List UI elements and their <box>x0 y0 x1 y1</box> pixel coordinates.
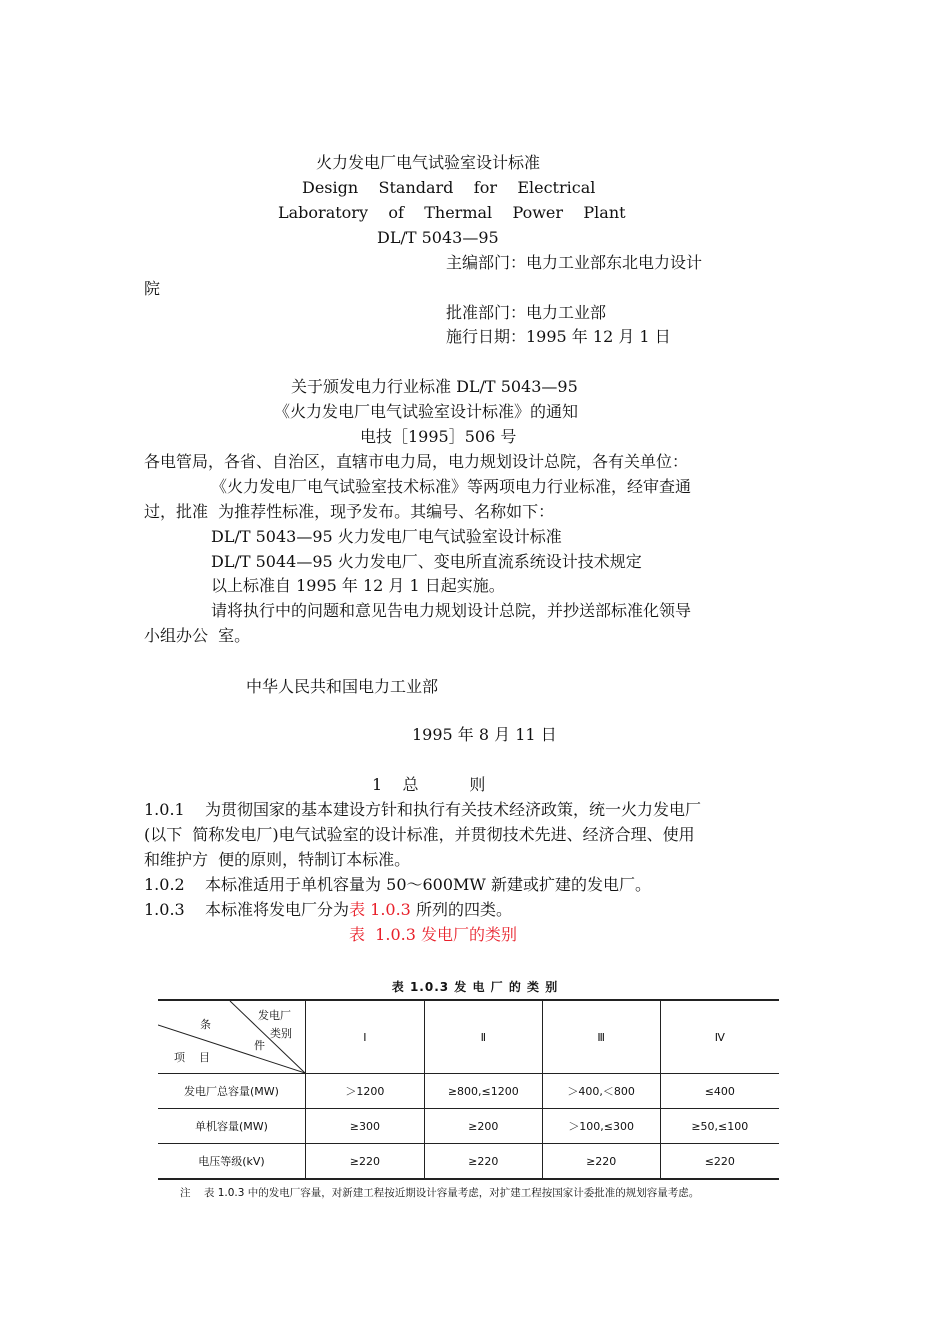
notice-standard-2: DL/T 5044—95 火力发电厂、变电所直流系统设计技术规定 <box>211 552 642 571</box>
title-en-line1: Design Standard for Electrical <box>302 178 596 197</box>
corner-label-condition-1: 条 <box>200 1018 211 1031</box>
table-cell: ≥220 <box>424 1144 542 1180</box>
notice-paragraph-1a: 《火力发电厂电气试验室技术标准》等两项电力行业标准，经审查通 <box>211 477 692 496</box>
approver-department: 批准部门：电力工业部 <box>446 303 607 322</box>
title-cn: 火力发电厂电气试验室设计标准 <box>316 153 541 172</box>
table-header-row <box>158 1000 779 1074</box>
table-row <box>158 1144 779 1180</box>
notice-effective: 以上标准自 1995 年 12 月 1 日起实施。 <box>211 576 505 595</box>
table-cell: ＞100,≤300 <box>542 1109 660 1144</box>
effective-date: 施行日期：1995 年 12 月 1 日 <box>446 327 671 346</box>
editor-department: 主编部门：电力工业部东北电力设计 <box>446 253 703 272</box>
row-label: 发电厂总容量(MW) <box>158 1074 306 1109</box>
table-corner-cell <box>158 1000 306 1074</box>
corner-label-item: 项 目 <box>174 1051 210 1064</box>
standard-code: DL/T 5043—95 <box>377 228 499 247</box>
clause-1-0-3-text: 1.0.3 本标准将发电厂分为 <box>144 900 350 919</box>
table-title-link[interactable]: 表 1.0.3 发电厂的类别 <box>349 925 517 944</box>
notice-paragraph-1b: 过，批准 为推荐性标准，现予发布。其编号、名称如下： <box>144 502 555 521</box>
notice-date: 1995 年 8 月 11 日 <box>412 725 557 744</box>
clause-1-0-2: 1.0.2 本标准适用于单机容量为 50～600MW 新建或扩建的发电厂。 <box>144 875 651 894</box>
table-row <box>158 1074 779 1109</box>
row-label: 单机容量(MW) <box>158 1109 306 1144</box>
column-header: Ⅱ <box>424 1000 542 1074</box>
table-cell: ＞400,＜800 <box>542 1074 660 1109</box>
notice-standard-1: DL/T 5043—95 火力发电厂电气试验室设计标准 <box>211 527 562 546</box>
table-cell: ≥50,≤100 <box>660 1109 779 1144</box>
title-en-line2: Laboratory of Thermal Power Plant <box>278 203 626 222</box>
clause-1-0-1-line1: 1.0.1 为贯彻国家的基本建设方针和执行有关技术经济政策，统一火力发电厂 <box>144 800 702 819</box>
notice-title-line1: 关于颁发电力行业标准 DL/T 5043—95 <box>291 377 578 396</box>
clause-1-0-3 <box>144 900 512 920</box>
notice-paragraph-2a: 请将执行中的问题和意见告电力规划设计总院，并抄送部标准化领导 <box>211 601 692 620</box>
plant-category-table <box>158 999 779 1180</box>
table-caption: 表 1.0.3 发 电 厂 的 类 别 <box>391 980 559 994</box>
notice-recipients: 各电管局，各省、自治区，直辖市电力局，电力规划设计总院，各有关单位： <box>144 452 689 471</box>
table-row <box>158 1109 779 1144</box>
row-label: 电压等级(kV) <box>158 1144 306 1180</box>
corner-label-category: 类别 <box>270 1027 292 1040</box>
notice-paragraph-2b: 小组办公 室。 <box>144 626 251 645</box>
clause-1-0-3-tail: 所列的四类。 <box>410 900 512 919</box>
column-header: Ⅲ <box>542 1000 660 1074</box>
editor-department-wrap: 院 <box>144 279 161 298</box>
corner-label-condition-2: 件 <box>254 1039 265 1052</box>
table-cell: ≥300 <box>306 1109 425 1144</box>
corner-label-plant: 发电厂 <box>258 1009 291 1022</box>
column-header: Ⅰ <box>306 1000 425 1074</box>
chapter-title: 1 总 则 <box>372 775 486 794</box>
clause-1-0-1-line2: (以下 简称发电厂)电气试验室的设计标准，并贯彻技术先进、经济合理、使用 <box>144 825 695 844</box>
table-cell: ≥800,≤1200 <box>424 1074 542 1109</box>
table-note: 注 表 1.0.3 中的发电厂容量，对新建工程按近期设计容量考虑，对扩建工程按国家计委批准的规划容量考虑。 <box>180 1187 700 1199</box>
notice-signer: 中华人民共和国电力工业部 <box>246 677 439 696</box>
table-cell: ≤400 <box>660 1074 779 1109</box>
table-cell: ＞1200 <box>306 1074 425 1109</box>
clause-1-0-1-line3: 和维护方 便的原则，特制订本标准。 <box>144 850 411 869</box>
notice-doc-number: 电技［1995］506 号 <box>360 427 517 446</box>
table-cell: ≥220 <box>306 1144 425 1180</box>
table-1-0-3-link[interactable]: 表 1.0.3 <box>349 900 411 919</box>
notice-title-line2: 《火力发电厂电气试验室设计标准》的通知 <box>274 402 579 421</box>
column-header: Ⅳ <box>660 1000 779 1074</box>
table-cell: ≥220 <box>542 1144 660 1180</box>
table-cell: ≤220 <box>660 1144 779 1180</box>
table-cell: ≥200 <box>424 1109 542 1144</box>
